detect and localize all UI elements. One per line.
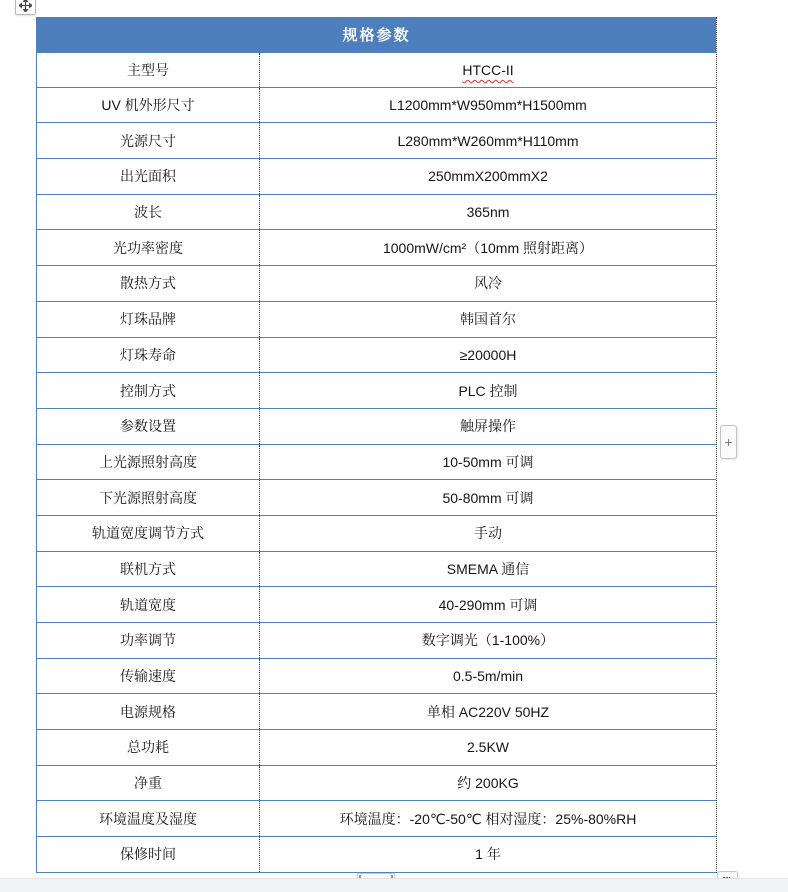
table-row bbox=[37, 159, 716, 195]
table-row bbox=[37, 587, 716, 623]
table-row bbox=[37, 480, 716, 516]
row-value[interactable]: ≥20000H bbox=[459, 346, 517, 363]
row-value[interactable]: 365nm bbox=[466, 204, 510, 221]
row-value[interactable]: L1200mm*W950mm*H1500mm bbox=[389, 97, 587, 114]
table-row bbox=[37, 659, 716, 695]
row-label[interactable]: 参数设置 bbox=[37, 409, 260, 444]
add-row-button[interactable]: + bbox=[720, 425, 737, 459]
table-row bbox=[37, 516, 716, 552]
row-value[interactable]: 韩国首尔 bbox=[460, 311, 516, 328]
row-value[interactable]: 环境温度：-20℃-50℃ 相对湿度：25%-80%RH bbox=[339, 810, 637, 827]
row-label[interactable]: 轨道宽度调节方式 bbox=[37, 516, 260, 551]
row-value[interactable]: 0.5-5m/min bbox=[452, 668, 524, 685]
table-row bbox=[37, 52, 716, 88]
row-value[interactable]: 约 200KG bbox=[457, 775, 519, 792]
row-label[interactable]: 光功率密度 bbox=[37, 230, 260, 265]
row-label[interactable]: 电源规格 bbox=[37, 694, 260, 729]
table-title: 规格参数 bbox=[37, 17, 716, 52]
row-label[interactable]: 波长 bbox=[37, 195, 260, 230]
row-value[interactable]: 单相 AC220V 50HZ bbox=[426, 703, 550, 720]
row-label[interactable]: 总功耗 bbox=[37, 730, 260, 765]
row-value[interactable]: 10-50mm 可调 bbox=[442, 453, 534, 470]
row-value[interactable]: 触屏操作 bbox=[460, 418, 516, 435]
table-row bbox=[37, 552, 716, 588]
row-value[interactable]: 手动 bbox=[474, 525, 502, 542]
row-label[interactable]: 控制方式 bbox=[37, 373, 260, 408]
table-row bbox=[37, 837, 716, 873]
row-label[interactable]: 传输速度 bbox=[37, 659, 260, 694]
table-row bbox=[37, 409, 716, 445]
table-row bbox=[37, 801, 716, 837]
row-label[interactable]: 下光源照射高度 bbox=[37, 480, 260, 515]
row-value[interactable]: 1 年 bbox=[475, 846, 501, 863]
row-label[interactable]: 净重 bbox=[37, 766, 260, 801]
row-value[interactable]: 40-290mm 可调 bbox=[438, 596, 538, 613]
row-label[interactable]: 灯珠寿命 bbox=[37, 338, 260, 373]
row-label[interactable]: 联机方式 bbox=[37, 552, 260, 587]
row-value[interactable]: 1000mW/cm²（10mm 照射距离） bbox=[382, 239, 594, 256]
table-row bbox=[37, 123, 716, 159]
row-label[interactable]: 光源尺寸 bbox=[37, 123, 260, 158]
row-value[interactable]: L280mm*W260mm*H110mm bbox=[397, 132, 579, 149]
table-row bbox=[37, 266, 716, 302]
row-value[interactable]: 50-80mm 可调 bbox=[442, 489, 534, 506]
table-row bbox=[37, 445, 716, 481]
row-label[interactable]: 灯珠品牌 bbox=[37, 302, 260, 337]
table-row bbox=[37, 766, 716, 802]
row-label[interactable]: 轨道宽度 bbox=[37, 587, 260, 622]
row-label[interactable]: 保修时间 bbox=[37, 837, 260, 872]
row-label[interactable]: 主型号 bbox=[37, 53, 260, 87]
row-label[interactable]: 出光面积 bbox=[37, 159, 260, 194]
table-body bbox=[37, 52, 716, 873]
table-row bbox=[37, 338, 716, 374]
table-row bbox=[37, 302, 716, 338]
table-row bbox=[37, 230, 716, 266]
row-value[interactable]: PLC 控制 bbox=[458, 382, 518, 399]
row-label[interactable]: 环境温度及湿度 bbox=[37, 801, 260, 836]
row-label[interactable]: 功率调节 bbox=[37, 623, 260, 658]
table-row bbox=[37, 88, 716, 124]
row-value[interactable]: 2.5KW bbox=[466, 739, 509, 756]
window-bottom-strip bbox=[0, 878, 788, 892]
table-row bbox=[37, 623, 716, 659]
row-value[interactable]: SMEMA 通信 bbox=[446, 560, 530, 577]
table-row bbox=[37, 195, 716, 231]
row-value[interactable]: 风冷 bbox=[474, 275, 502, 292]
row-value[interactable]: HTCC-II bbox=[462, 61, 514, 78]
row-label[interactable]: UV 机外形尺寸 bbox=[37, 88, 260, 123]
row-label[interactable]: 散热方式 bbox=[37, 266, 260, 301]
table-row bbox=[37, 694, 716, 730]
table-row bbox=[37, 730, 716, 766]
table-move-handle[interactable] bbox=[15, 0, 36, 15]
table-row bbox=[37, 373, 716, 409]
row-label[interactable]: 上光源照射高度 bbox=[37, 445, 260, 480]
row-value[interactable]: 数字调光（1-100%） bbox=[421, 632, 555, 649]
spec-table bbox=[36, 17, 717, 873]
row-value[interactable]: 250mmX200mmX2 bbox=[428, 168, 548, 185]
move-cross-icon bbox=[19, 0, 32, 12]
